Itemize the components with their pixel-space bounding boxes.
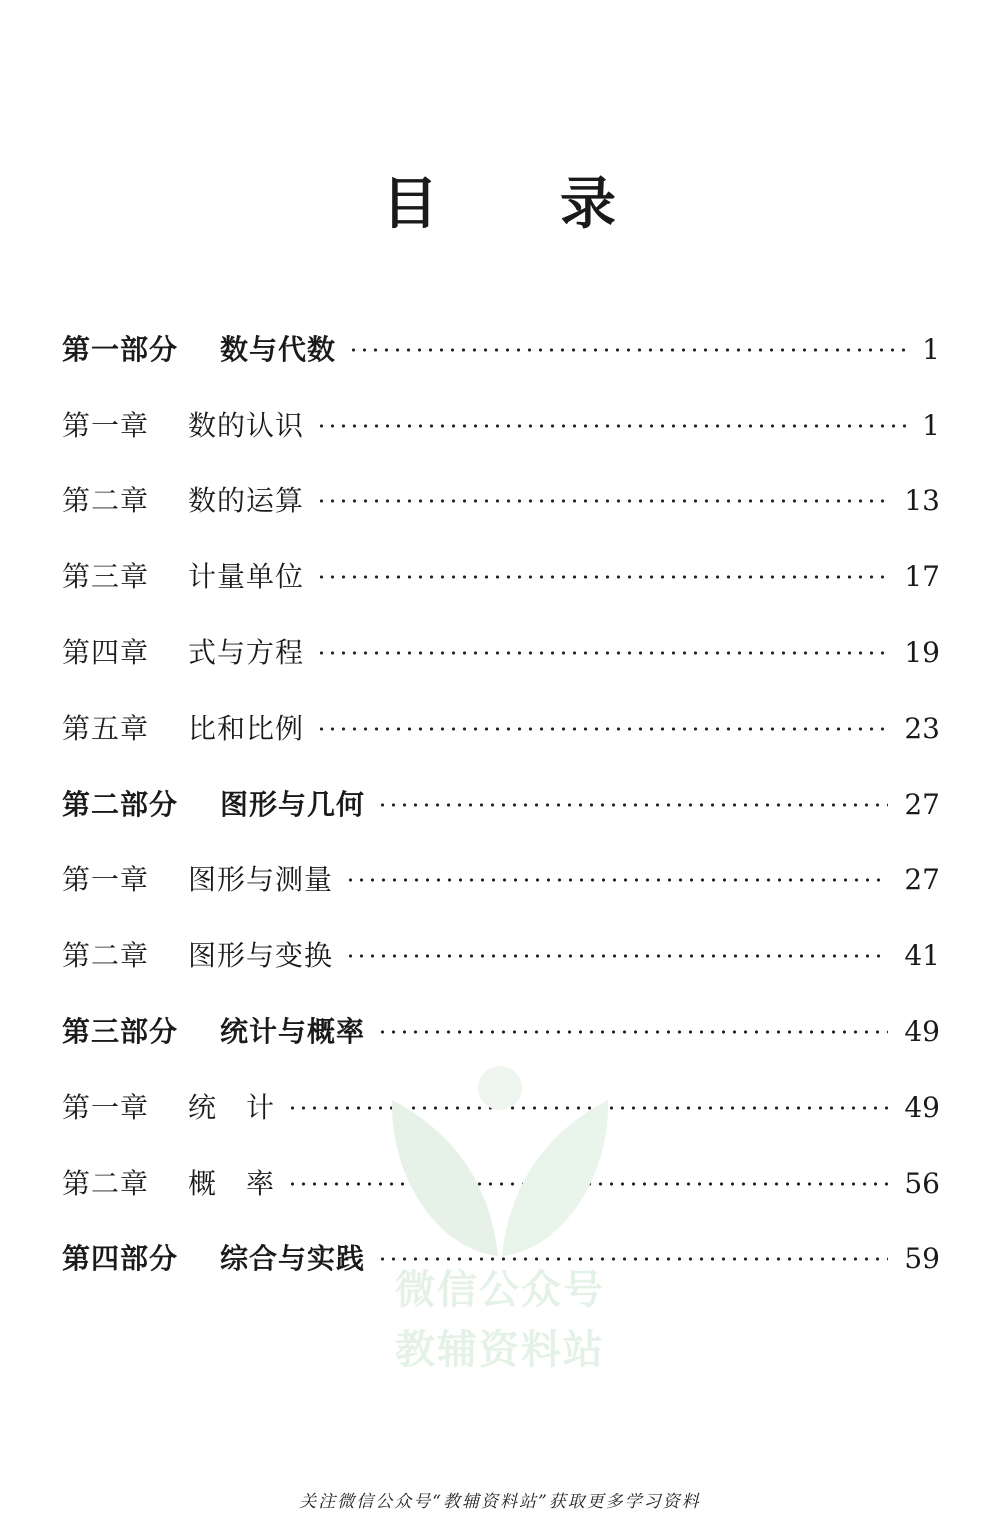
footer-note: 关注微信公众号“教辅资料站”获取更多学习资料 xyxy=(299,1492,701,1512)
page-title-char-1: 目 xyxy=(382,171,440,237)
toc-entry-part-4[interactable] xyxy=(62,1222,940,1298)
toc-entry-title: 数的认识 xyxy=(188,408,305,442)
toc-entry-number: 第三章 xyxy=(62,560,150,594)
toc-leader-dots xyxy=(345,878,888,882)
toc-entry-page: 41 xyxy=(904,939,940,973)
toc-entry-chapter[interactable] xyxy=(62,691,940,767)
toc-entry-title: 数的运算 xyxy=(188,484,305,518)
toc-entry-page: 13 xyxy=(904,484,940,518)
page-title xyxy=(0,160,1000,240)
toc-entry-number: 第一章 xyxy=(62,408,150,442)
toc-entry-page: 1 xyxy=(922,332,940,366)
toc-entry-title: 图形与变换 xyxy=(188,939,334,973)
toc-leader-dots xyxy=(287,1182,888,1186)
toc-leader-dots xyxy=(316,424,906,428)
toc-entry-number: 第一章 xyxy=(62,863,150,897)
toc-entry-chapter[interactable] xyxy=(62,843,940,919)
toc-entry-title: 图形与测量 xyxy=(188,863,334,897)
toc-entry-number: 第一部分 xyxy=(62,332,179,366)
toc-entry-title: 统计与概率 xyxy=(220,1015,366,1049)
toc-leader-dots xyxy=(377,1257,888,1261)
toc-entry-page: 59 xyxy=(904,1242,940,1276)
toc-entry-page: 49 xyxy=(904,1015,940,1049)
toc-entry-number: 第五章 xyxy=(62,711,150,745)
toc-entry-chapter[interactable] xyxy=(62,1070,940,1146)
toc-entry-number: 第四章 xyxy=(62,636,150,670)
toc-entry-number: 第三部分 xyxy=(62,1015,179,1049)
toc-entry-page: 49 xyxy=(904,1090,940,1124)
toc-entry-title: 计量单位 xyxy=(188,560,305,594)
toc-entry-title: 统 计 xyxy=(188,1090,276,1124)
toc-entry-page: 1 xyxy=(922,408,940,442)
toc-leader-dots xyxy=(345,954,888,958)
toc-entry-title: 概 率 xyxy=(188,1166,276,1200)
toc-entry-chapter[interactable] xyxy=(62,1146,940,1222)
toc-entry-page: 27 xyxy=(904,863,940,897)
toc-entry-page: 19 xyxy=(904,636,940,670)
page-title-char-2: 录 xyxy=(560,171,618,237)
toc-entry-part-2[interactable] xyxy=(62,767,940,843)
toc-leader-dots xyxy=(316,651,888,655)
toc-entry-title: 数与代数 xyxy=(220,332,337,366)
toc-entry-chapter[interactable] xyxy=(62,464,940,540)
toc-entry-page: 27 xyxy=(904,787,940,821)
toc-entry-part-3[interactable] xyxy=(62,994,940,1070)
toc-leader-dots xyxy=(287,1106,888,1110)
toc-entry-page: 23 xyxy=(904,711,940,745)
toc-entry-title: 综合与实践 xyxy=(220,1242,366,1276)
toc-leader-dots xyxy=(348,348,906,352)
toc-entry-chapter[interactable] xyxy=(62,918,940,994)
toc-entry-number: 第二章 xyxy=(62,939,150,973)
toc-entry-chapter[interactable] xyxy=(62,388,940,464)
toc-entry-part-1[interactable] xyxy=(62,312,940,388)
watermark-line-1: 微信公众号 xyxy=(395,1267,605,1313)
toc-entry-number: 第二章 xyxy=(62,1166,150,1200)
table-of-contents xyxy=(62,312,940,1297)
toc-entry-chapter[interactable] xyxy=(62,615,940,691)
toc-entry-title: 比和比例 xyxy=(188,711,305,745)
toc-entry-chapter[interactable] xyxy=(62,539,940,615)
toc-entry-number: 第二章 xyxy=(62,484,150,518)
toc-entry-page: 17 xyxy=(904,560,940,594)
toc-leader-dots xyxy=(377,803,888,807)
toc-entry-number: 第四部分 xyxy=(62,1242,179,1276)
watermark-line-2: 教辅资料站 xyxy=(395,1327,605,1373)
toc-entry-number: 第一章 xyxy=(62,1090,150,1124)
toc-leader-dots xyxy=(377,1030,888,1034)
toc-leader-dots xyxy=(316,727,888,731)
toc-entry-title: 式与方程 xyxy=(188,636,305,670)
toc-leader-dots xyxy=(316,575,888,579)
toc-entry-number: 第二部分 xyxy=(62,787,179,821)
toc-leader-dots xyxy=(316,499,888,503)
toc-entry-title: 图形与几何 xyxy=(220,787,366,821)
toc-entry-page: 56 xyxy=(904,1166,940,1200)
